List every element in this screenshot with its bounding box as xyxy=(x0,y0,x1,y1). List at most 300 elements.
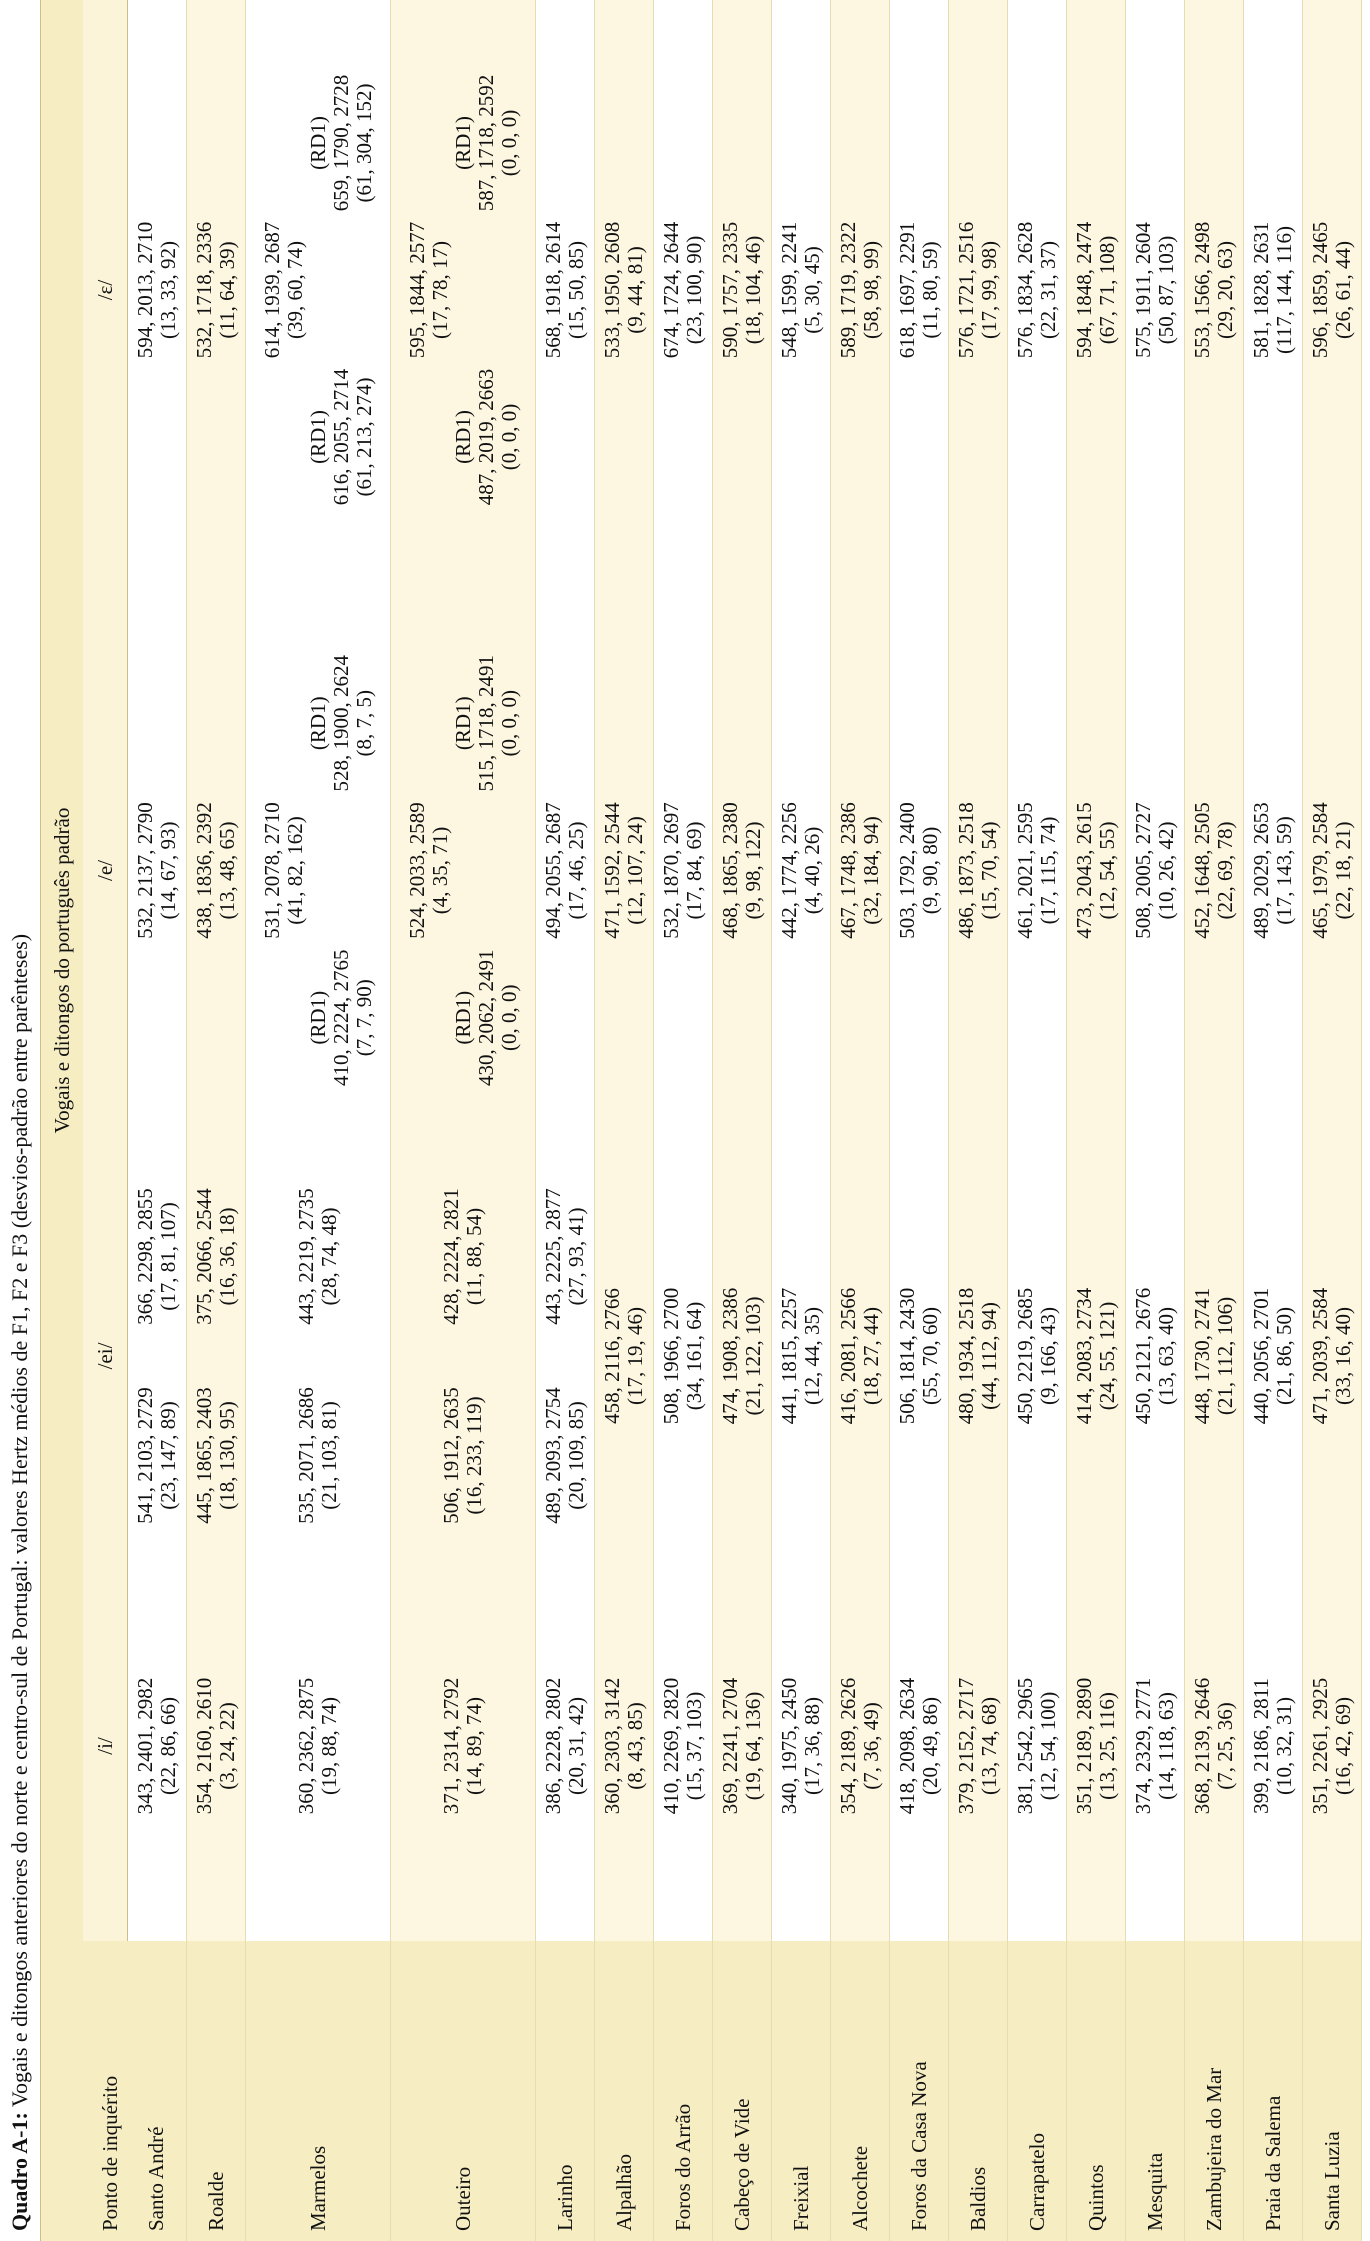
e-entry xyxy=(955,580,1001,1161)
formant-values: 441, 1815, 2257 xyxy=(777,1287,801,1425)
cell-i xyxy=(128,1551,187,1941)
ei-entries xyxy=(955,1161,1001,1551)
std-deviations: (58, 98, 99) xyxy=(859,240,883,339)
formant-table xyxy=(40,0,1362,2241)
formant-values: 386, 2228, 2802 xyxy=(541,1677,565,1815)
std-deviations: (19, 64, 136) xyxy=(741,1691,765,1801)
i-entry xyxy=(1191,1551,1237,1941)
cell-eps xyxy=(831,0,890,580)
ei-entries xyxy=(1250,1161,1296,1551)
std-deviations: (11, 64, 39) xyxy=(215,241,239,339)
e-entry xyxy=(1191,580,1237,1161)
cell-i xyxy=(536,1551,595,1941)
rd-label: (RD1) xyxy=(450,696,475,751)
cell-ei xyxy=(1008,1161,1067,1551)
formant-values: 445, 1865, 2403 xyxy=(192,1387,216,1524)
e-entry xyxy=(307,875,376,1162)
std-deviations: (13, 33, 92) xyxy=(156,240,180,339)
formant-values: 553, 1566, 2498 xyxy=(1190,221,1214,359)
cell-ei xyxy=(1185,1161,1244,1551)
eps-entries xyxy=(193,0,239,580)
cell-i xyxy=(246,1551,391,1941)
formant-values: 471, 1592, 2544 xyxy=(600,802,624,939)
ei-entries xyxy=(778,1161,824,1551)
formant-values: 531, 2078, 2710 xyxy=(259,802,284,939)
formant-values: 448, 1730, 2741 xyxy=(1190,1287,1214,1425)
table-row xyxy=(1126,0,1185,2241)
ei-entry xyxy=(193,1360,239,1551)
cell-e xyxy=(1244,580,1303,1161)
cell-eps xyxy=(246,0,391,580)
ei-entry xyxy=(134,1360,180,1551)
cell-eps xyxy=(1008,0,1067,580)
std-deviations: (0, 0, 0) xyxy=(496,984,521,1051)
std-deviations: (29, 20, 63) xyxy=(1213,240,1237,339)
std-deviations: (20, 109, 85) xyxy=(564,1401,588,1510)
formant-values: 414, 2083, 2734 xyxy=(1072,1287,1096,1425)
eps-entries xyxy=(1309,0,1355,580)
formant-values: 548, 1599, 2241 xyxy=(777,221,801,359)
formant-values: 381, 2542, 2965 xyxy=(1013,1677,1037,1815)
e-entry xyxy=(134,580,180,1161)
ei-entries xyxy=(295,1161,341,1551)
i-entry xyxy=(601,1551,647,1941)
cell-e xyxy=(772,580,831,1161)
e-summary xyxy=(261,580,307,1161)
i-entry xyxy=(719,1551,765,1941)
formant-values: 369, 2241, 2704 xyxy=(718,1677,742,1815)
cell-e xyxy=(1126,580,1185,1161)
formant-values: 450, 2219, 2685 xyxy=(1013,1287,1037,1425)
formant-values: 532, 1870, 2697 xyxy=(659,802,683,939)
formant-values: 674, 1724, 2644 xyxy=(659,221,683,359)
row-name: Baldios xyxy=(949,1941,1008,2241)
i-entry xyxy=(660,1551,706,1941)
std-deviations: (67, 71, 108) xyxy=(1095,235,1119,345)
formant-values: 440, 2056, 2701 xyxy=(1249,1287,1273,1425)
std-deviations: (15, 37, 103) xyxy=(682,1691,706,1801)
cell-i xyxy=(949,1551,1008,1941)
cell-eps xyxy=(128,0,187,580)
eps-entry xyxy=(452,0,521,286)
e-entries xyxy=(1191,580,1237,1161)
e-entry xyxy=(193,580,239,1161)
i-entry xyxy=(837,1551,883,1941)
e-entries xyxy=(1073,580,1119,1161)
table-row xyxy=(772,0,831,2241)
e-entries xyxy=(193,580,239,1161)
cell-eps xyxy=(1185,0,1244,580)
formant-values: 486, 1873, 2518 xyxy=(954,802,978,939)
std-deviations: (22, 69, 78) xyxy=(1213,821,1237,920)
formant-values: 399, 2186, 2811 xyxy=(1249,1678,1273,1814)
rd-label: (RD1) xyxy=(305,410,330,464)
rd-label: (RD1) xyxy=(450,990,475,1045)
header-ponto: Ponto de inquérito xyxy=(41,1941,128,2241)
row-name: Santo André xyxy=(128,1941,187,2241)
row-name: Zambujeira do Mar xyxy=(1185,1941,1244,2241)
cell-e xyxy=(1303,580,1362,1161)
formant-values: 589, 1719, 2322 xyxy=(836,221,860,359)
cell-i xyxy=(595,1551,654,1941)
formant-values: 575, 1911, 2604 xyxy=(1131,222,1155,358)
eps-entry xyxy=(896,0,942,580)
row-name: Outeiro xyxy=(391,1941,536,2241)
e-entries xyxy=(660,580,706,1161)
eps-entry xyxy=(1191,0,1237,580)
std-deviations: (3, 24, 22) xyxy=(215,1702,239,1790)
std-deviations: (21, 86, 50) xyxy=(1272,1307,1296,1405)
std-deviations: (16, 233, 119) xyxy=(462,1396,486,1515)
row-name: Praia da Salema xyxy=(1244,1941,1303,2241)
row-name: Quintos xyxy=(1067,1941,1126,2241)
cell-i xyxy=(713,1551,772,1941)
std-deviations: (61, 213, 274) xyxy=(351,377,376,497)
i-entry xyxy=(1309,1551,1355,1941)
std-deviations: (17, 46, 25) xyxy=(564,821,588,920)
i-entry xyxy=(295,1551,341,1941)
table-row xyxy=(654,0,713,2241)
formant-values: 375, 2066, 2544 xyxy=(192,1188,216,1325)
e-entry xyxy=(660,580,706,1161)
ei-entries xyxy=(1073,1161,1119,1551)
row-name: Mesquita xyxy=(1126,1941,1185,2241)
header-i: /i/ xyxy=(83,1551,128,1941)
ei-entries xyxy=(542,1161,588,1551)
std-deviations: (17, 81, 107) xyxy=(156,1202,180,1311)
cell-e xyxy=(890,580,949,1161)
eps-entry xyxy=(1132,0,1178,580)
formant-values: 474, 1908, 2386 xyxy=(718,1287,742,1425)
ei-entry xyxy=(440,1161,486,1352)
std-deviations: (11, 80, 59) xyxy=(918,241,942,339)
std-deviations: (26, 61, 44) xyxy=(1331,240,1355,339)
rd-label: (RD1) xyxy=(305,696,330,751)
cell-eps xyxy=(772,0,831,580)
formant-values: 351, 2189, 2890 xyxy=(1072,1677,1096,1815)
e-entry xyxy=(719,580,765,1161)
std-deviations: (28, 74, 48) xyxy=(317,1207,341,1306)
table-row xyxy=(246,0,391,2241)
formant-values: 442, 1774, 2256 xyxy=(777,802,801,939)
formant-values: 458, 2116, 2766 xyxy=(600,1288,624,1424)
std-deviations: (12, 54, 100) xyxy=(1036,1691,1060,1801)
std-deviations: (32, 184, 94) xyxy=(859,816,883,925)
e-entry xyxy=(307,580,376,867)
table-caption xyxy=(6,11,34,2231)
formant-values: 590, 1757, 2335 xyxy=(718,221,742,359)
eps-entry xyxy=(601,0,647,580)
eps-entry xyxy=(719,0,765,580)
eps-summary xyxy=(406,0,452,580)
cell-e xyxy=(713,580,772,1161)
cell-ei xyxy=(772,1161,831,1551)
eps-entry xyxy=(307,0,376,286)
rd-label: (RD1) xyxy=(450,116,475,170)
formant-values: 428, 2224, 2821 xyxy=(439,1188,463,1325)
eps-summary xyxy=(261,0,307,580)
ei-entries xyxy=(896,1161,942,1551)
header-ei: /ei/ xyxy=(83,1161,128,1551)
std-deviations: (23, 147, 89) xyxy=(156,1401,180,1510)
std-deviations: (17, 84, 69) xyxy=(682,821,706,920)
formant-values: 508, 1966, 2700 xyxy=(659,1287,683,1425)
e-entries xyxy=(837,580,883,1161)
row-name: Alcochete xyxy=(831,1941,890,2241)
formant-values: 568, 1918, 2614 xyxy=(541,221,565,359)
row-name: Larinho xyxy=(536,1941,595,2241)
eps-entries xyxy=(1191,0,1237,580)
cell-eps xyxy=(595,0,654,580)
cell-i xyxy=(187,1551,246,1941)
eps-entries xyxy=(896,0,942,580)
formant-values: 371, 2314, 2792 xyxy=(439,1677,463,1815)
std-deviations: (55, 70, 60) xyxy=(918,1307,942,1405)
eps-entries xyxy=(1132,0,1178,580)
std-deviations: (20, 31, 42) xyxy=(564,1697,588,1795)
table-row xyxy=(831,0,890,2241)
formant-values: 410, 2224, 2765 xyxy=(328,949,353,1086)
formant-values: 461, 2021, 2595 xyxy=(1013,802,1037,939)
eps-entry xyxy=(778,0,824,580)
rd-label: (RD1) xyxy=(305,990,330,1045)
formant-values: 587, 1718, 2592 xyxy=(473,74,498,212)
formant-values: 443, 2225, 2877 xyxy=(541,1188,565,1325)
e-entries xyxy=(307,580,376,1161)
table-body xyxy=(128,0,1362,2241)
row-name: Marmelos xyxy=(246,1941,391,2241)
std-deviations: (15, 70, 54) xyxy=(977,821,1001,920)
std-deviations: (19, 88, 74) xyxy=(317,1697,341,1795)
e-entries xyxy=(1132,580,1178,1161)
cell-eps xyxy=(1126,0,1185,580)
e-entry xyxy=(452,580,521,867)
i-entry xyxy=(1073,1551,1119,1941)
eps-entry xyxy=(134,0,180,580)
formant-values: 450, 2121, 2676 xyxy=(1131,1287,1155,1425)
table-row xyxy=(391,0,536,2241)
ei-entry xyxy=(1191,1161,1237,1551)
table-row xyxy=(1303,0,1362,2241)
header-e: /e/ xyxy=(83,580,128,1161)
cell-ei xyxy=(1067,1161,1126,1551)
formant-values: 535, 2071, 2686 xyxy=(294,1387,318,1524)
cell-eps xyxy=(536,0,595,580)
i-entry xyxy=(193,1551,239,1941)
e-entries xyxy=(896,580,942,1161)
cell-ei xyxy=(654,1161,713,1551)
cell-i xyxy=(1067,1551,1126,1941)
formant-values: 515, 1718, 2491 xyxy=(473,655,498,792)
std-deviations: (39, 60, 74) xyxy=(282,240,307,339)
formant-values: 374, 2329, 2771 xyxy=(1131,1677,1155,1815)
std-deviations: (24, 55, 121) xyxy=(1095,1301,1119,1411)
table-row xyxy=(595,0,654,2241)
i-entry xyxy=(1014,1551,1060,1941)
cell-i xyxy=(654,1551,713,1941)
std-deviations: (17, 19, 46) xyxy=(623,1307,647,1405)
cell-ei xyxy=(713,1161,772,1551)
row-name: Roalde xyxy=(187,1941,246,2241)
row-name: Foros do Arrão xyxy=(654,1941,713,2241)
cell-e xyxy=(536,580,595,1161)
eps-entry xyxy=(1309,0,1355,580)
table-row xyxy=(1067,0,1126,2241)
cell-e xyxy=(595,580,654,1161)
row-name: Santa Luzia xyxy=(1303,1941,1362,2241)
caption-text: Vogais e ditongos anteriores do norte e centro-sul de Portugal: valores Hertz médios de F1, F2 e F3 (desvios-padrão entre parênteses) xyxy=(7,933,32,2108)
e-entries xyxy=(1014,580,1060,1161)
cell-ei xyxy=(1126,1161,1185,1551)
eps-entries xyxy=(837,0,883,580)
std-deviations: (4, 35, 71) xyxy=(427,826,452,915)
i-entry xyxy=(134,1551,180,1941)
formant-values: 416, 2081, 2566 xyxy=(836,1287,860,1425)
ei-entry xyxy=(1309,1161,1355,1551)
std-deviations: (10, 26, 42) xyxy=(1154,821,1178,920)
i-entry xyxy=(542,1551,588,1941)
eps-entry xyxy=(193,0,239,580)
std-deviations: (12, 107, 24) xyxy=(623,816,647,925)
e-entries xyxy=(452,580,521,1161)
e-entry xyxy=(542,580,588,1161)
cell-e xyxy=(128,580,187,1161)
std-deviations: (10, 32, 31) xyxy=(1272,1697,1296,1795)
e-entry xyxy=(778,580,824,1161)
cell-eps xyxy=(1067,0,1126,580)
std-deviations: (22, 18, 21) xyxy=(1331,821,1355,920)
ei-entries xyxy=(440,1161,486,1551)
formant-values: 379, 2152, 2717 xyxy=(954,1677,978,1815)
i-entry xyxy=(955,1551,1001,1941)
cell-ei xyxy=(187,1161,246,1551)
ei-entry xyxy=(193,1161,239,1352)
cell-ei xyxy=(949,1161,1008,1551)
e-entries xyxy=(601,580,647,1161)
formant-values: 489, 2093, 2754 xyxy=(541,1387,565,1524)
rd-label: (RD1) xyxy=(305,116,330,170)
ei-entries xyxy=(660,1161,706,1551)
std-deviations: (15, 50, 85) xyxy=(564,240,588,339)
table-row xyxy=(1185,0,1244,2241)
formant-values: 508, 2005, 2727 xyxy=(1131,802,1155,939)
ei-entry xyxy=(1073,1161,1119,1551)
cell-eps xyxy=(1303,0,1362,580)
cell-i xyxy=(890,1551,949,1941)
cell-ei xyxy=(1303,1161,1362,1551)
ei-entries xyxy=(1132,1161,1178,1551)
formant-values: 541, 2103, 2729 xyxy=(133,1387,157,1524)
std-deviations: (17, 36, 88) xyxy=(800,1697,824,1795)
table-row xyxy=(187,0,246,2241)
std-deviations: (13, 25, 116) xyxy=(1095,1692,1119,1800)
eps-entries xyxy=(955,0,1001,580)
formant-values: 360, 2303, 3142 xyxy=(600,1677,624,1815)
formant-values: 594, 2013, 2710 xyxy=(133,221,157,359)
cell-e xyxy=(1185,580,1244,1161)
caption-label: Quadro A-1: xyxy=(7,2112,32,2231)
std-deviations: (21, 122, 103) xyxy=(741,1296,765,1416)
eps-entries xyxy=(1250,0,1296,580)
formant-values: 506, 1912, 2635 xyxy=(439,1387,463,1524)
e-entry xyxy=(1014,580,1060,1161)
header-group: Vogais e ditongos do português padrão xyxy=(41,0,84,1941)
i-entry xyxy=(1250,1551,1296,1941)
formant-values: 581, 1828, 2631 xyxy=(1249,221,1273,359)
formant-values: 465, 1979, 2584 xyxy=(1308,802,1332,939)
eps-entries xyxy=(719,0,765,580)
header-eps: /ɛ/ xyxy=(83,0,128,580)
std-deviations: (14, 67, 93) xyxy=(156,821,180,920)
eps-entry xyxy=(542,0,588,580)
cell-i xyxy=(1008,1551,1067,1941)
std-deviations: (117, 144, 116) xyxy=(1272,226,1296,354)
cell-eps xyxy=(890,0,949,580)
e-entries xyxy=(778,580,824,1161)
std-deviations: (18, 130, 95) xyxy=(215,1401,239,1510)
eps-entry xyxy=(1250,0,1296,580)
table-row xyxy=(128,0,187,2241)
eps-entry xyxy=(307,294,376,580)
formant-values: 576, 1834, 2628 xyxy=(1013,221,1037,359)
std-deviations: (9, 166, 43) xyxy=(1036,1307,1060,1405)
row-name: Alpalhão xyxy=(595,1941,654,2241)
eps-entry xyxy=(452,294,521,580)
ei-entry xyxy=(601,1161,647,1551)
formant-values: 533, 1950, 2608 xyxy=(600,221,624,359)
ei-entries xyxy=(601,1161,647,1551)
ei-entry xyxy=(896,1161,942,1551)
formant-values: 471, 2039, 2584 xyxy=(1308,1287,1332,1425)
i-entry xyxy=(440,1551,486,1941)
cell-e xyxy=(1067,580,1126,1161)
std-deviations: (8, 7, 5) xyxy=(351,690,376,757)
formant-values: 351, 2261, 2925 xyxy=(1308,1677,1332,1815)
cell-ei xyxy=(1244,1161,1303,1551)
formant-values: 503, 1792, 2400 xyxy=(895,802,919,939)
std-deviations: (17, 115, 74) xyxy=(1036,816,1060,925)
ei-entries xyxy=(193,1161,239,1551)
e-entry xyxy=(1309,580,1355,1161)
formant-values: 354, 2189, 2626 xyxy=(836,1677,860,1815)
std-deviations: (61, 304, 152) xyxy=(351,83,376,203)
std-deviations: (9, 44, 81) xyxy=(623,246,647,334)
ei-entries xyxy=(837,1161,883,1551)
eps-entries xyxy=(778,0,824,580)
eps-entries xyxy=(660,0,706,580)
formant-values: 410, 2269, 2820 xyxy=(659,1677,683,1815)
formant-values: 354, 2160, 2610 xyxy=(192,1677,216,1815)
std-deviations: (4, 40, 26) xyxy=(800,826,824,915)
e-entry xyxy=(896,580,942,1161)
eps-entry xyxy=(837,0,883,580)
std-deviations: (13, 63, 40) xyxy=(1154,1307,1178,1405)
formant-values: 506, 1814, 2430 xyxy=(895,1287,919,1425)
e-entry xyxy=(452,875,521,1162)
table-row xyxy=(536,0,595,2241)
eps-entry xyxy=(955,0,1001,580)
formant-values: 438, 1836, 2392 xyxy=(192,802,216,939)
ei-entry xyxy=(1132,1161,1178,1551)
cell-ei xyxy=(391,1161,536,1551)
std-deviations: (21, 112, 106) xyxy=(1213,1296,1237,1416)
std-deviations: (8, 43, 85) xyxy=(623,1702,647,1790)
formant-values: 596, 1859, 2465 xyxy=(1308,221,1332,359)
formant-values: 340, 1975, 2450 xyxy=(777,1677,801,1815)
ei-entry xyxy=(440,1360,486,1551)
table-row xyxy=(1008,0,1067,2241)
cell-e xyxy=(187,580,246,1161)
